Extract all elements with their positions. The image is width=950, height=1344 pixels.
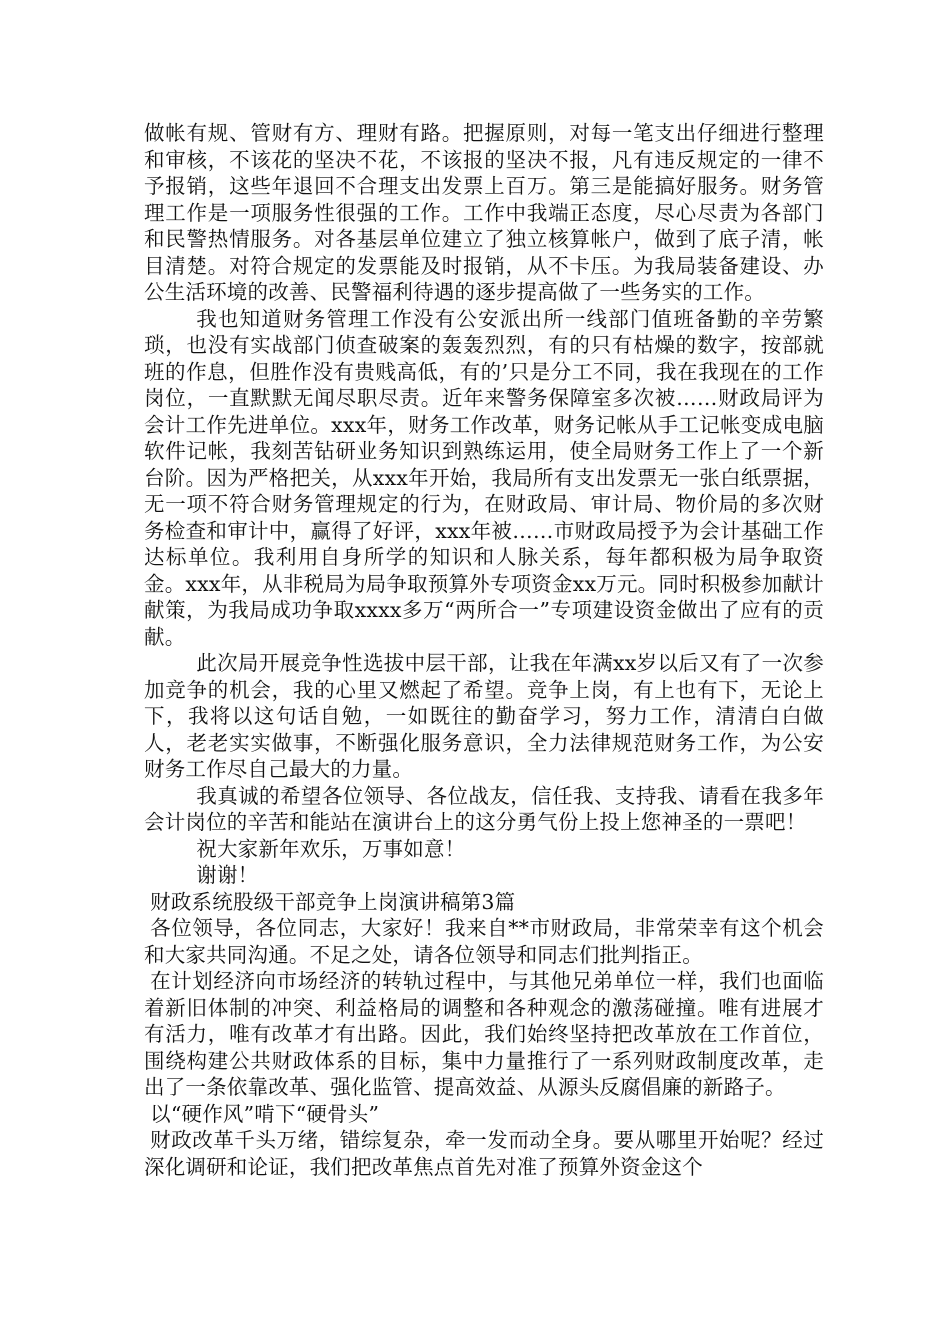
paragraph: 财政改革千头万绪，错综复杂，牵一发而动全身。要从哪里开始呢？经过深化调研和论证，我们把改革焦点首先对准了预算外资金这个 — [144, 1128, 824, 1179]
paragraph: 我真诚的希望各位领导、各位战友，信任我、支持我、请看在我多年会计岗位的辛苦和能站在演讲台上的这分勇气份上投上您神圣的一票吧！ — [144, 783, 824, 834]
paragraph: 各位领导，各位同志，大家好！我来自**市财政局，非常荣幸有这个机会和大家共同沟通。不足之处，请各位领导和同志们批判指正。 — [144, 916, 824, 967]
subheading: 以“硬作风”啃下“硬骨头” — [150, 1101, 380, 1126]
paragraph: 在计划经济向市场经济的转轨过程中，与其他兄弟单位一样，我们也面临着新旧体制的冲突、利益格局的调整和各种观念的激荡碰撞。唯有进展才有活力，唯有改革才有出路。因此，我们始终坚持把改革放在工作首位，围绕构建公共财政体系的目标，集中力量推行了一系列财政制度改革，走出了一条依靠改革、强化监管、提高效益、从源头反腐倡廉的新路子。 — [144, 969, 824, 1099]
paragraph: 谢谢！ — [196, 863, 259, 887]
paragraph: 祝大家新年欢乐，万事如意！ — [196, 836, 466, 861]
paragraph: 此次局开展竞争性选拔中层干部，让我在年满xx岁以后又有了一次参加竞争的机会，我的心里又燃起了希望。竞争上岗，有上也有下，无论上下，我将以这句话自勉，一如既往的勤奋学习，努力工作，清清白白做人，老老实实做事，不断强化服务意识，全力法律规范财务工作，为公安财务工作尽自己最大的力量。 — [144, 651, 824, 781]
document-page — [144, 120, 824, 1180]
paragraph: 我也知道财务管理工作没有公安派出所一线部门值班备勤的辛劳繁琐，也没有实战部门侦查破案的轰轰烈烈，有的只有枯燥的数字，按部就班的作息，但胜作没有贵贱高低，有的’只是分工不同，我在我现在的工作岗位，一直默默无闻尽职尽责。近年来警务保障室多次被……财政局评为会计工作先进单位。xxx年，财务工作改革，财务记帐从手工记帐变成电脑软件记帐，我刻苦钻研业务知识到熟练运用，使全局财务工作上了一个新台阶。因为严格把关，从xxx年开始，我局所有支出发票无一张白纸票据，无一项不符合财务管理规定的行为，在财政局、审计局、物价局的多次财务检查和审计中，赢得了好评，xxx年被……市财政局授予为会计基础工作达标单位。我利用自身所学的知识和人脉关系，每年都积极为局争取资金。xxx年，从非税局为局争取预算外专项资金xx万元。同时积极参加献计献策，为我局成功争取xxxx多万“两所合一”专项建设资金做出了应有的贡献。 — [144, 306, 824, 649]
section-heading: 财政系统股级干部竞争上岗演讲稿第3篇 — [150, 889, 516, 914]
paragraph: 做帐有规、管财有方、理财有路。把握原则，对每一笔支出仔细进行整理和审核，不该花的坚决不花，不该报的坚决不报，凡有违反规定的一律不予报销，这些年退回不合理支出发票上百万。第三是能搞好服务。财务管理工作是一项服务性很强的工作。工作中我端正态度，尽心尽责为各部门和民警热情服务。对各基层单位建立了独立核算帐户，做到了底子清，帐目清楚。对符合规定的发票能及时报销，从不卡压。为我局装备建设、办公生活环境的改善、民警福利待遇的逐步提高做了一些务实的工作。 — [144, 121, 824, 304]
